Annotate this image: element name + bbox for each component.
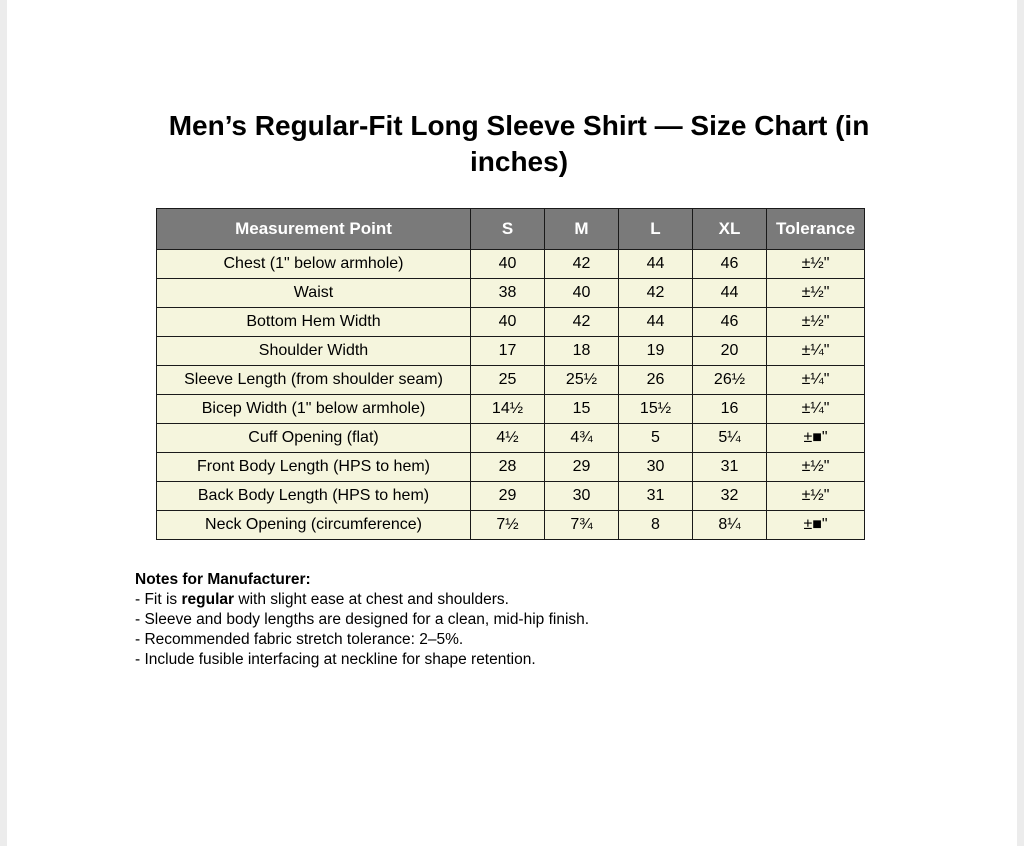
column-header: XL bbox=[693, 209, 767, 250]
size-value-cell: 40 bbox=[471, 250, 545, 279]
note-fit bbox=[135, 590, 589, 610]
size-value-cell: 25 bbox=[471, 366, 545, 395]
size-value-cell: 29 bbox=[471, 482, 545, 511]
size-value-cell: 40 bbox=[471, 308, 545, 337]
tolerance-cell: ±¼" bbox=[767, 395, 865, 424]
table-row bbox=[157, 395, 865, 424]
size-value-cell: 17 bbox=[471, 337, 545, 366]
measurement-point-cell: Front Body Length (HPS to hem) bbox=[157, 453, 471, 482]
size-value-cell: 26½ bbox=[693, 366, 767, 395]
size-value-cell: 15 bbox=[545, 395, 619, 424]
size-value-cell: 44 bbox=[619, 308, 693, 337]
size-value-cell: 30 bbox=[545, 482, 619, 511]
size-value-cell: 31 bbox=[619, 482, 693, 511]
size-value-cell: 25½ bbox=[545, 366, 619, 395]
size-value-cell: 42 bbox=[545, 308, 619, 337]
size-value-cell: 14½ bbox=[471, 395, 545, 424]
size-value-cell: 40 bbox=[545, 279, 619, 308]
note-stretch: - Recommended fabric stretch tolerance: 2–5%. bbox=[135, 631, 464, 648]
table-row bbox=[157, 482, 865, 511]
size-value-cell: 5¼ bbox=[693, 424, 767, 453]
note-fit-prefix: - Fit is bbox=[135, 591, 182, 608]
tolerance-cell: ±■" bbox=[767, 511, 865, 540]
table-row bbox=[157, 366, 865, 395]
column-header: Measurement Point bbox=[157, 209, 471, 250]
size-value-cell: 16 bbox=[693, 395, 767, 424]
size-value-cell: 8¼ bbox=[693, 511, 767, 540]
size-value-cell: 46 bbox=[693, 308, 767, 337]
tolerance-cell: ±½" bbox=[767, 308, 865, 337]
size-value-cell: 38 bbox=[471, 279, 545, 308]
size-value-cell: 44 bbox=[693, 279, 767, 308]
measurement-point-cell: Sleeve Length (from shoulder seam) bbox=[157, 366, 471, 395]
document-page bbox=[7, 0, 1017, 846]
header-row bbox=[157, 209, 865, 250]
size-chart-table bbox=[156, 208, 865, 540]
note-interfacing: - Include fusible interfacing at neckline for shape retention. bbox=[135, 651, 536, 668]
table-row bbox=[157, 424, 865, 453]
size-value-cell: 42 bbox=[619, 279, 693, 308]
measurement-point-cell: Cuff Opening (flat) bbox=[157, 424, 471, 453]
tolerance-cell: ±½" bbox=[767, 250, 865, 279]
table-row bbox=[157, 453, 865, 482]
size-value-cell: 28 bbox=[471, 453, 545, 482]
measurement-point-cell: Back Body Length (HPS to hem) bbox=[157, 482, 471, 511]
tolerance-cell: ±½" bbox=[767, 279, 865, 308]
size-value-cell: 8 bbox=[619, 511, 693, 540]
size-value-cell: 30 bbox=[619, 453, 693, 482]
page-title: Men’s Regular-Fit Long Sleeve Shirt — Size Chart (in inches) bbox=[168, 110, 870, 177]
measurement-point-cell: Waist bbox=[157, 279, 471, 308]
size-value-cell: 46 bbox=[693, 250, 767, 279]
tolerance-cell: ±½" bbox=[767, 453, 865, 482]
size-value-cell: 19 bbox=[619, 337, 693, 366]
size-value-cell: 29 bbox=[545, 453, 619, 482]
tolerance-cell: ±¼" bbox=[767, 366, 865, 395]
measurement-point-cell: Neck Opening (circumference) bbox=[157, 511, 471, 540]
column-header: S bbox=[471, 209, 545, 250]
note-fit-bold: regular bbox=[181, 591, 235, 608]
column-header: M bbox=[545, 209, 619, 250]
table-row bbox=[157, 250, 865, 279]
size-value-cell: 26 bbox=[619, 366, 693, 395]
table-body bbox=[157, 250, 865, 540]
size-value-cell: 32 bbox=[693, 482, 767, 511]
table-row bbox=[157, 308, 865, 337]
table-row bbox=[157, 337, 865, 366]
note-lengths: - Sleeve and body lengths are designed for a clean, mid-hip finish. bbox=[135, 611, 590, 628]
table-header bbox=[157, 209, 865, 250]
tolerance-cell: ±½" bbox=[767, 482, 865, 511]
size-value-cell: 7½ bbox=[471, 511, 545, 540]
size-value-cell: 18 bbox=[545, 337, 619, 366]
measurement-point-cell: Bicep Width (1" below armhole) bbox=[157, 395, 471, 424]
size-value-cell: 7¾ bbox=[545, 511, 619, 540]
measurement-point-cell: Chest (1" below armhole) bbox=[157, 250, 471, 279]
size-value-cell: 4¾ bbox=[545, 424, 619, 453]
column-header: L bbox=[619, 209, 693, 250]
size-value-cell: 5 bbox=[619, 424, 693, 453]
notes-heading: Notes for Manufacturer: bbox=[135, 571, 311, 588]
manufacturer-notes bbox=[135, 570, 589, 670]
tolerance-cell: ±■" bbox=[767, 424, 865, 453]
column-header: Tolerance bbox=[767, 209, 865, 250]
size-value-cell: 42 bbox=[545, 250, 619, 279]
size-value-cell: 20 bbox=[693, 337, 767, 366]
size-value-cell: 4½ bbox=[471, 424, 545, 453]
note-fit-suffix: with slight ease at chest and shoulders. bbox=[234, 591, 509, 608]
size-value-cell: 15½ bbox=[619, 395, 693, 424]
measurement-point-cell: Bottom Hem Width bbox=[157, 308, 471, 337]
table-row bbox=[157, 511, 865, 540]
measurement-point-cell: Shoulder Width bbox=[157, 337, 471, 366]
size-value-cell: 31 bbox=[693, 453, 767, 482]
tolerance-cell: ±¼" bbox=[767, 337, 865, 366]
table-row bbox=[157, 279, 865, 308]
size-value-cell: 44 bbox=[619, 250, 693, 279]
